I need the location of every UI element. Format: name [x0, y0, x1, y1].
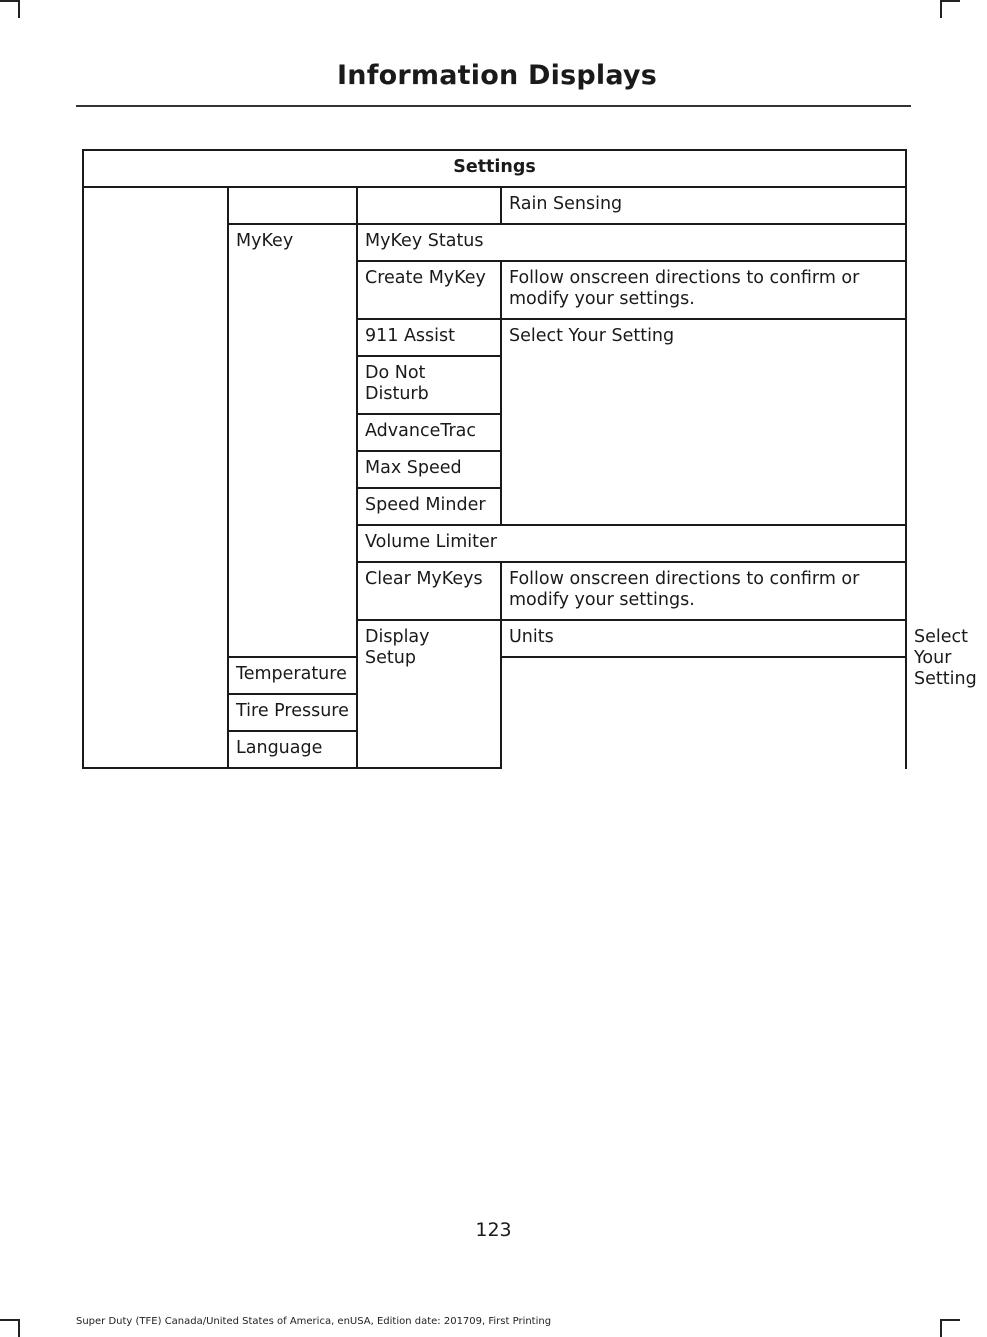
- table-title: Settings: [83, 150, 906, 187]
- crop-mark: [0, 1319, 18, 1321]
- table-cell-display-setup: Display Setup: [357, 620, 501, 768]
- crop-mark: [942, 0, 960, 2]
- table-cell: Rain Sensing: [501, 187, 906, 224]
- table-cell: Units: [501, 620, 906, 657]
- table-row: [83, 187, 906, 224]
- crop-mark: [940, 1319, 942, 1337]
- table-cell-empty: [357, 187, 501, 224]
- table-cell: AdvanceTrac: [357, 414, 501, 451]
- table-cell: Follow onscreen directions to confirm or modify your settings.: [501, 562, 906, 620]
- table-cell: Max Speed: [357, 451, 501, 488]
- table-cell: Create MyKey: [357, 261, 501, 319]
- table-cell-empty: [228, 187, 357, 224]
- settings-table: [82, 149, 977, 769]
- table-cell: 911 Assist: [357, 319, 501, 356]
- crop-mark: [940, 0, 942, 18]
- table-cell: Temperature: [228, 657, 357, 694]
- table-cell: Speed Minder: [357, 488, 501, 525]
- table-cell: Select Your Setting: [501, 319, 906, 525]
- table-cell-mykey: MyKey: [228, 224, 357, 657]
- footer-edition-text: Super Duty (TFE) Canada/United States of America, enUSA, Edition date: 201709, First Printing: [76, 1316, 552, 1327]
- page-number: 123: [475, 1219, 512, 1241]
- table-cell-empty: [83, 187, 228, 768]
- table-cell: Tire Pressure: [228, 694, 357, 731]
- table-cell: Volume Limiter: [357, 525, 906, 562]
- crop-mark: [18, 0, 20, 18]
- crop-mark: [942, 1319, 960, 1321]
- table-cell: MyKey Status: [357, 224, 906, 261]
- table-header-row: [83, 150, 906, 187]
- table-cell: Do Not Disturb: [357, 356, 501, 414]
- table-cell: Clear MyKeys: [357, 562, 501, 620]
- table-cell: Follow onscreen directions to confirm or modify your settings.: [501, 261, 906, 319]
- crop-mark: [0, 0, 18, 2]
- crop-mark: [18, 1319, 20, 1337]
- header-divider: [76, 105, 911, 107]
- table-row: Display Setup Units Select Your Setting: [83, 620, 906, 657]
- table-cell: Language: [228, 731, 357, 768]
- page-title: Information Displays: [337, 60, 657, 91]
